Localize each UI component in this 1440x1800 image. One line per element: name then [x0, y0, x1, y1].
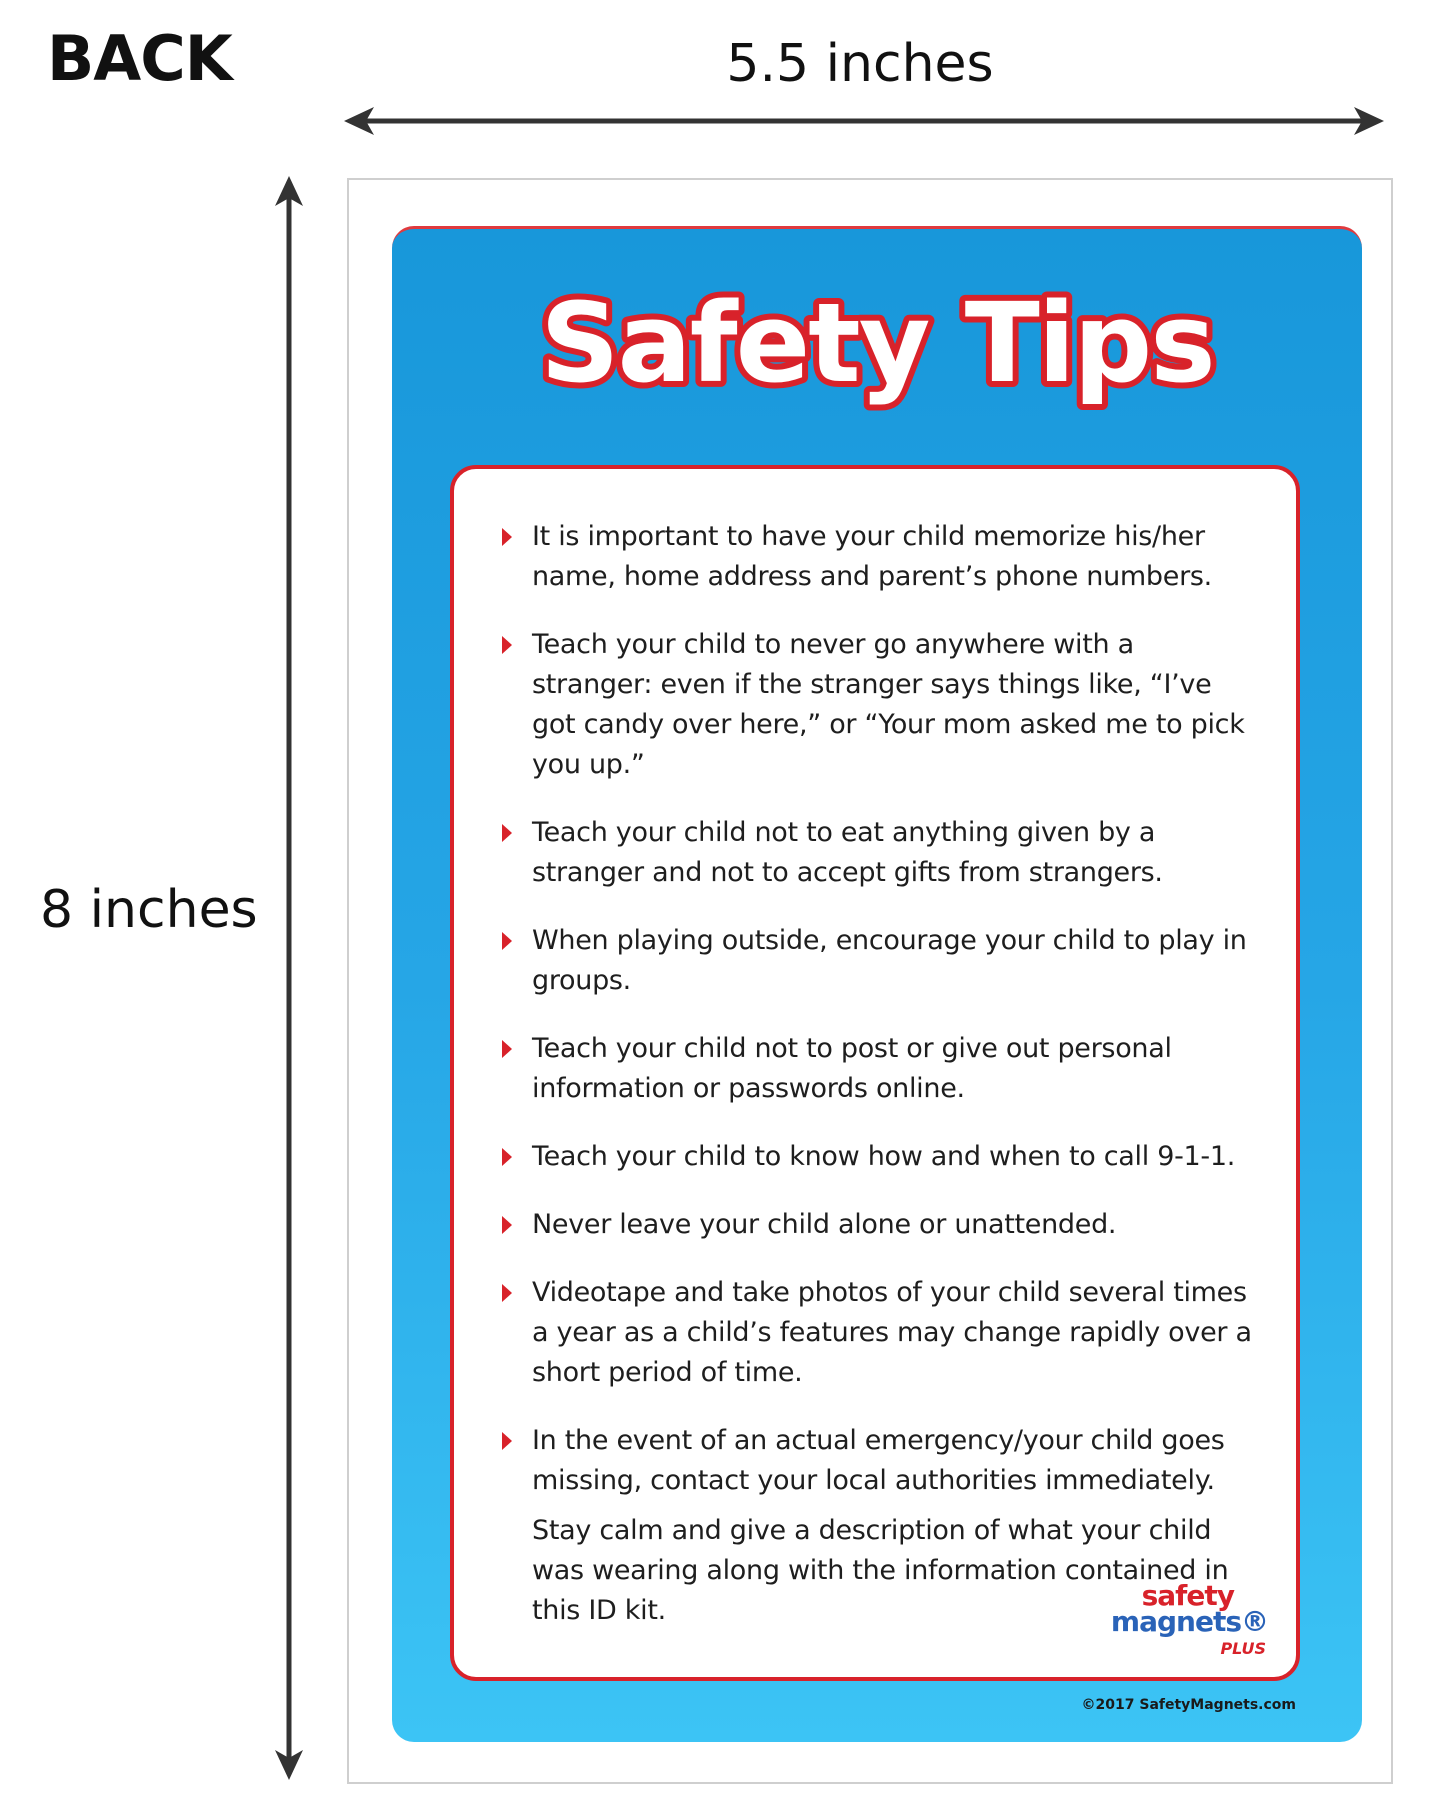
tip-text: Teach your child to know how and when to call 9-1-1. [532, 1141, 1236, 1172]
copyright-text: ©2017 SafetyMagnets.com [1081, 1697, 1296, 1713]
tip-text: Never leave your child alone or unattended. [532, 1209, 1117, 1240]
bullet-arrow-icon [502, 1216, 512, 1234]
title-text: Safety Tips [540, 279, 1214, 407]
tip-item [532, 921, 1256, 1001]
bullet-arrow-icon [502, 1284, 512, 1302]
bullet-arrow-icon [502, 1432, 512, 1450]
bullet-arrow-icon [502, 528, 512, 546]
printed-card [347, 178, 1393, 1784]
tip-text: Teach your child not to post or give out personal information or passwords online. [532, 1033, 1172, 1104]
tip-text: Teach your child not to eat anything given by a stranger and not to accept gifts from strangers. [532, 817, 1163, 888]
side-label: BACK [47, 22, 232, 95]
width-dimension-label: 5.5 inches [726, 34, 994, 94]
bullet-arrow-icon [502, 1148, 512, 1166]
bullet-arrow-icon [502, 636, 512, 654]
tips-list [454, 469, 1296, 1631]
tip-item [532, 813, 1256, 893]
tip-item [532, 1205, 1256, 1245]
tip-text: In the event of an actual emergency/your child goes missing, contact your local authorities immediately. [532, 1425, 1225, 1496]
bullet-arrow-icon [502, 932, 512, 950]
height-arrow-icon [275, 176, 303, 1780]
height-dimension-label: 8 inches [40, 880, 258, 940]
blue-panel [392, 226, 1362, 1742]
tip-item [532, 517, 1256, 597]
width-arrow-icon [344, 107, 1384, 135]
bullet-arrow-icon [502, 824, 512, 842]
tip-text: It is important to have your child memorize his/her name, home address and parent’s phone numbers. [532, 521, 1212, 592]
tip-text: When playing outside, encourage your child to play in groups. [532, 925, 1247, 996]
tips-card [450, 465, 1300, 1681]
tip-extra-text: Stay calm and give a description of what your child was wearing along with the information contained in this ID kit. [532, 1515, 1229, 1626]
tip-item [532, 1137, 1256, 1177]
tip-text: Videotape and take photos of your child several times a year as a child’s features may change rapidly over a short period of time. [532, 1277, 1252, 1388]
safety-magnets-logo: safety magnets® PLUS [1110, 1579, 1268, 1658]
tip-item [532, 1273, 1256, 1393]
title-heading [392, 269, 1362, 419]
tip-text: Teach your child to never go anywhere with a stranger: even if the stranger says things like, “I’ve got candy over here,” or “Your mom asked me to pick you up.” [532, 629, 1245, 780]
bullet-arrow-icon [502, 1040, 512, 1058]
tip-item [532, 1029, 1256, 1109]
tip-item [532, 625, 1256, 785]
